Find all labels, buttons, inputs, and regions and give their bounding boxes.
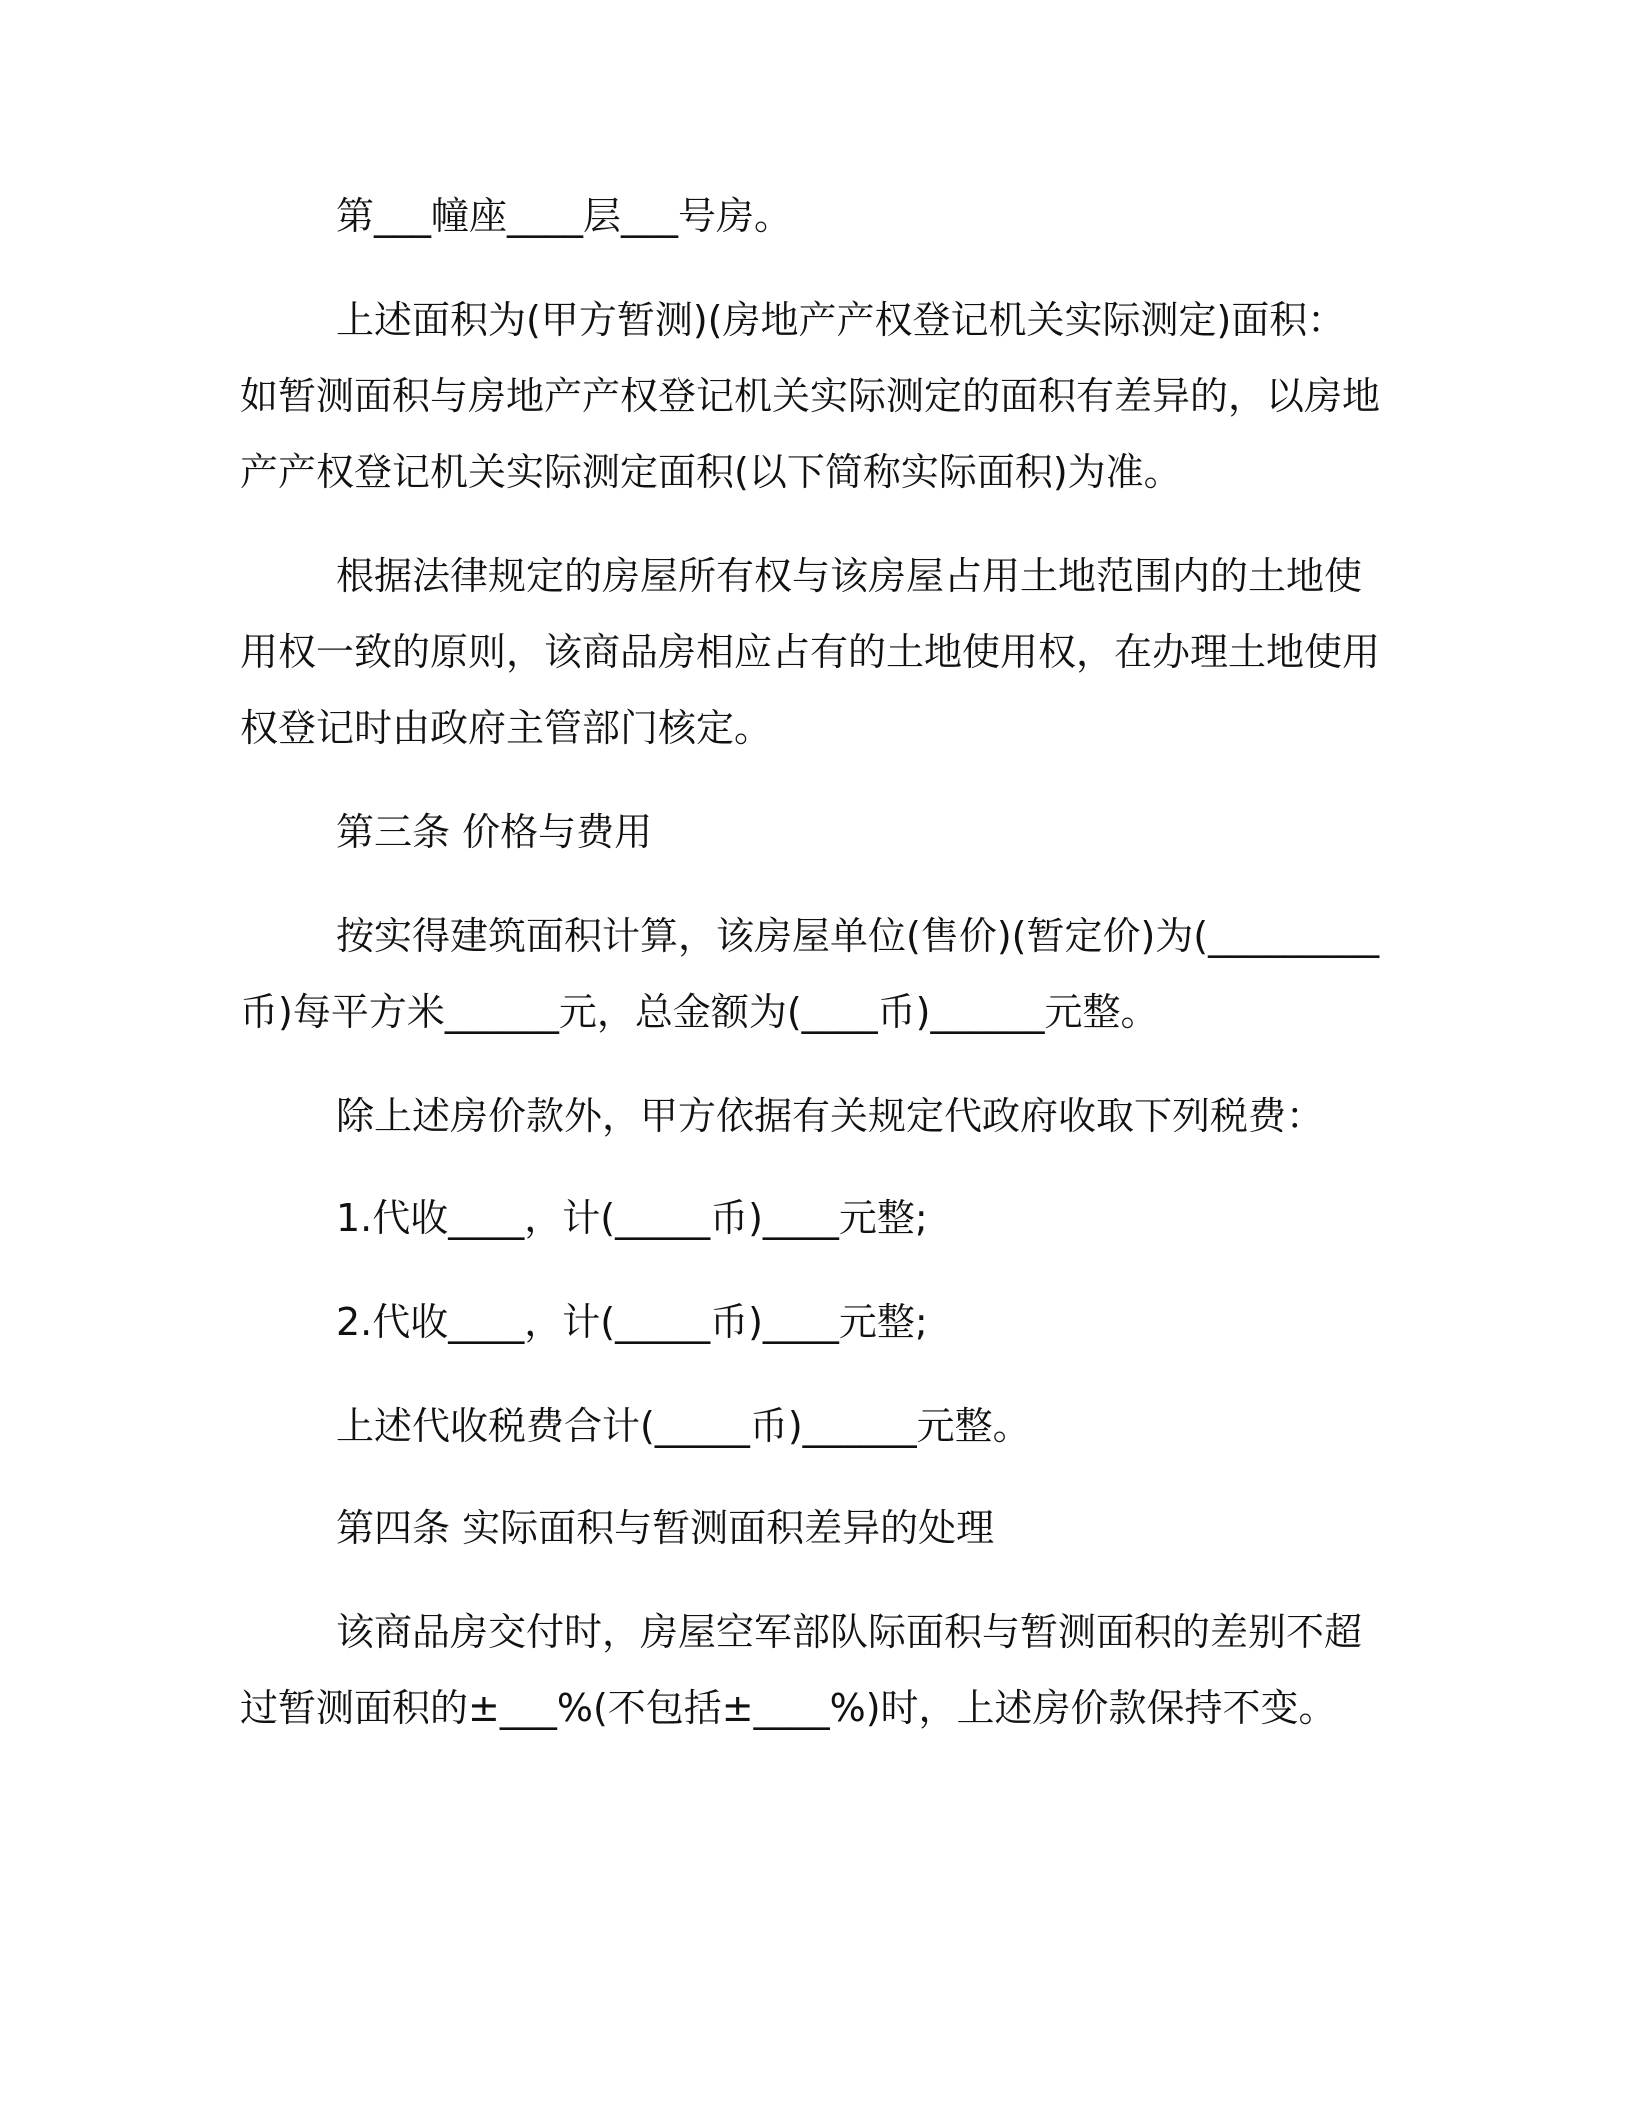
paragraph-text: 上述代收税费合计(_____币)______元整。	[336, 1404, 1031, 1448]
paragraph-text: 1.代收____，计(_____币)____元整;	[336, 1196, 928, 1240]
paragraph-area-definition	[240, 282, 1380, 510]
paragraph-room-number	[240, 178, 1380, 254]
paragraph-text: 2.代收____，计(_____币)____元整;	[336, 1300, 928, 1344]
heading-text: 第四条 实际面积与暂测面积差异的处理	[336, 1506, 995, 1550]
paragraph-tax-item-1	[240, 1180, 1380, 1256]
paragraph-tax-total	[240, 1388, 1380, 1464]
heading-article-4	[240, 1490, 1380, 1566]
paragraph-price-calculation	[240, 898, 1380, 1050]
paragraph-text: 按实得建筑面积计算，该房屋单位(售价)(暂定价)为(_________币)每平方米______元，总金额为(____币)______元整。	[240, 914, 1380, 1034]
heading-text: 第三条 价格与费用	[336, 810, 653, 854]
paragraph-text: 第___幢座____层___号房。	[336, 194, 793, 238]
paragraph-text: 根据法律规定的房屋所有权与该房屋占用土地范围内的土地使用权一致的原则，该商品房相应占有的土地使用权，在办理土地使用权登记时由政府主管部门核定。	[240, 554, 1381, 750]
paragraph-text: 除上述房价款外，甲方依据有关规定代政府收取下列税费：	[336, 1094, 1325, 1138]
paragraph-area-difference	[240, 1594, 1380, 1746]
paragraph-text: 该商品房交付时，房屋空军部队际面积与暂测面积的差别不超过暂测面积的±___%(不包括±____%)时，上述房价款保持不变。	[240, 1610, 1363, 1730]
heading-article-3	[240, 794, 1380, 870]
paragraph-taxes-intro	[240, 1078, 1380, 1154]
paragraph-text: 上述面积为(甲方暂测)(房地产产权登记机关实际测定)面积：如暂测面积与房地产产权登记机关实际测定的面积有差异的，以房地产产权登记机关实际测定面积(以下简称实际面积)为准。	[240, 298, 1381, 494]
paragraph-land-use-right	[240, 538, 1380, 766]
paragraph-tax-item-2	[240, 1284, 1380, 1360]
